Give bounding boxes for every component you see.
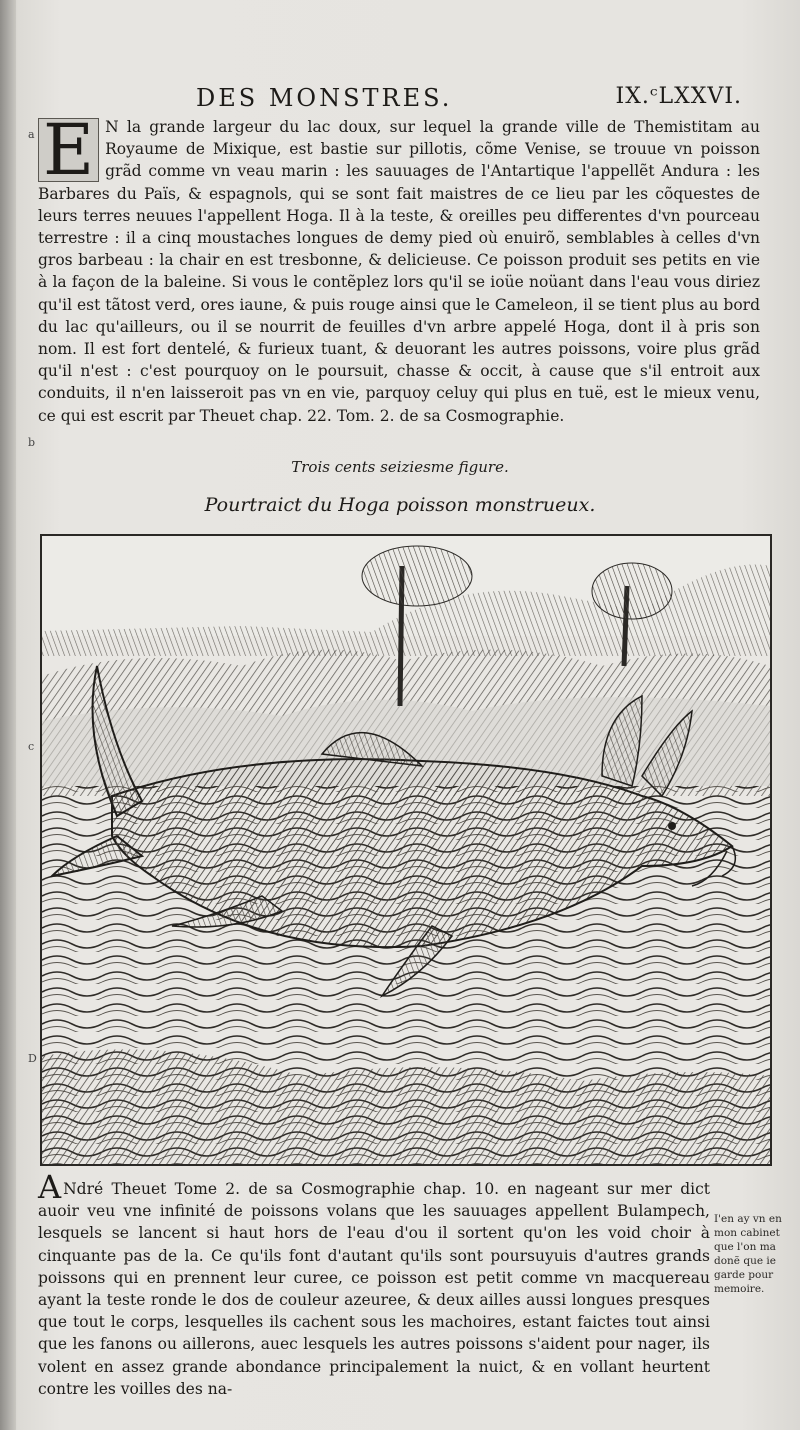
margin-letter-a: a [28, 128, 35, 141]
bottom-paragraph-text: Ndré Theuet Tome 2. de sa Cosmographie chap. 10. en nageant sur mer dict auoir veu vne infinité de poissons volans que les sauuages appellent Bulampech, lesquels se lancent si haut hors de l'eau d'ou il sortent qu'on les void choir à cinquante pas de la. Ce qu'ils font d'autant qu'ils sont poursuyuis d'autres grands poissons qui en prennent leur curee, ce poisson est petit comme vn macquereau ayant la teste ronde le dos de couleur azeuree, & deux ailles aussi longues presques que tout le corps, lesquelles ils cachent sous les machoires, estant faictes tout ainsi que les fanons ou aillerons, auec lesquels les autres poissons s'aident pour nager, ils volent en assez grande abondance principalement la nuict, & en vollant heurtent contre les voilles des na- [38, 1180, 710, 1398]
figure-number-caption: Trois cents seiziesme figure. [291, 458, 509, 476]
top-paragraph [38, 109, 760, 427]
marginal-note: I'en ay vn en mon cabinet que l'on ma donẽ que ie garde pour memoire. [714, 1213, 782, 1295]
page-header [40, 84, 760, 118]
margin-letter-d: D [28, 1052, 37, 1065]
figure-title: Pourtraict du Hoga poisson monstrueux. [204, 494, 596, 516]
margin-letter-c: c [28, 740, 35, 753]
folio-number: IX.ᶜLXXVI. [615, 84, 742, 109]
drop-capital: E [38, 118, 99, 182]
binding-gutter [0, 0, 16, 1430]
margin-letter-b: b [28, 436, 36, 449]
bottom-paragraph [38, 1168, 710, 1400]
woodcut-hoga-fish [42, 536, 770, 1164]
running-title: DES MONSTRES. [196, 84, 453, 112]
drop-capital-small: A [38, 1168, 62, 1206]
woodcut-illustration [40, 534, 772, 1166]
top-paragraph-text: N la grande largeur du lac doux, sur lequel la grande ville de Themistitam au Royaume de Mixique, est bastie sur pillotis, cõme Venise, se trouue vn poisson grãd comme vn veau marin : les sauuages de l'Antartique l'appellẽt Andura : les Barbares du Païs, & espagnols, qui se sont fait maistres de ce lieu par les cõquestes de leurs terres neuues l'appellent Hoga. Il à la teste, & oreilles peu differentes d'vn pourceau terrestre : il a cinq moustaches longues de demy pied où enuirõ, semblables à celles d'vn gros barbeau : la chair en est tresbonne, & delicieuse. Ce poisson produit ses petits en vie à la façon de la baleine. Si vous le contẽplez lors qu'il se ioüe noüant dans l'eau vous diriez qu'il est tãtost verd, ores iaune, & puis rouge ainsi que le Cameleon, il se tient plus au bord du lac qu'ailleurs, ou il se nourrit de feuilles d'vn arbre appelé Hoga, dont il à pris son nom. Il est fort dentelé, & furieux tuant, & deuorant les autres poissons, voire plus grãd qu'il n'est : c'est pourquoy on le poursuit, chasse & occit, à cause que s'il entroit aux conduits, il n'en laisseroit pas vn en vie, parquoy celuy qui plus en tuë, est le mieux venu, ce qui est escrit par Theuet chap. 22. Tom. 2. de sa Cosmographie. [38, 118, 760, 425]
